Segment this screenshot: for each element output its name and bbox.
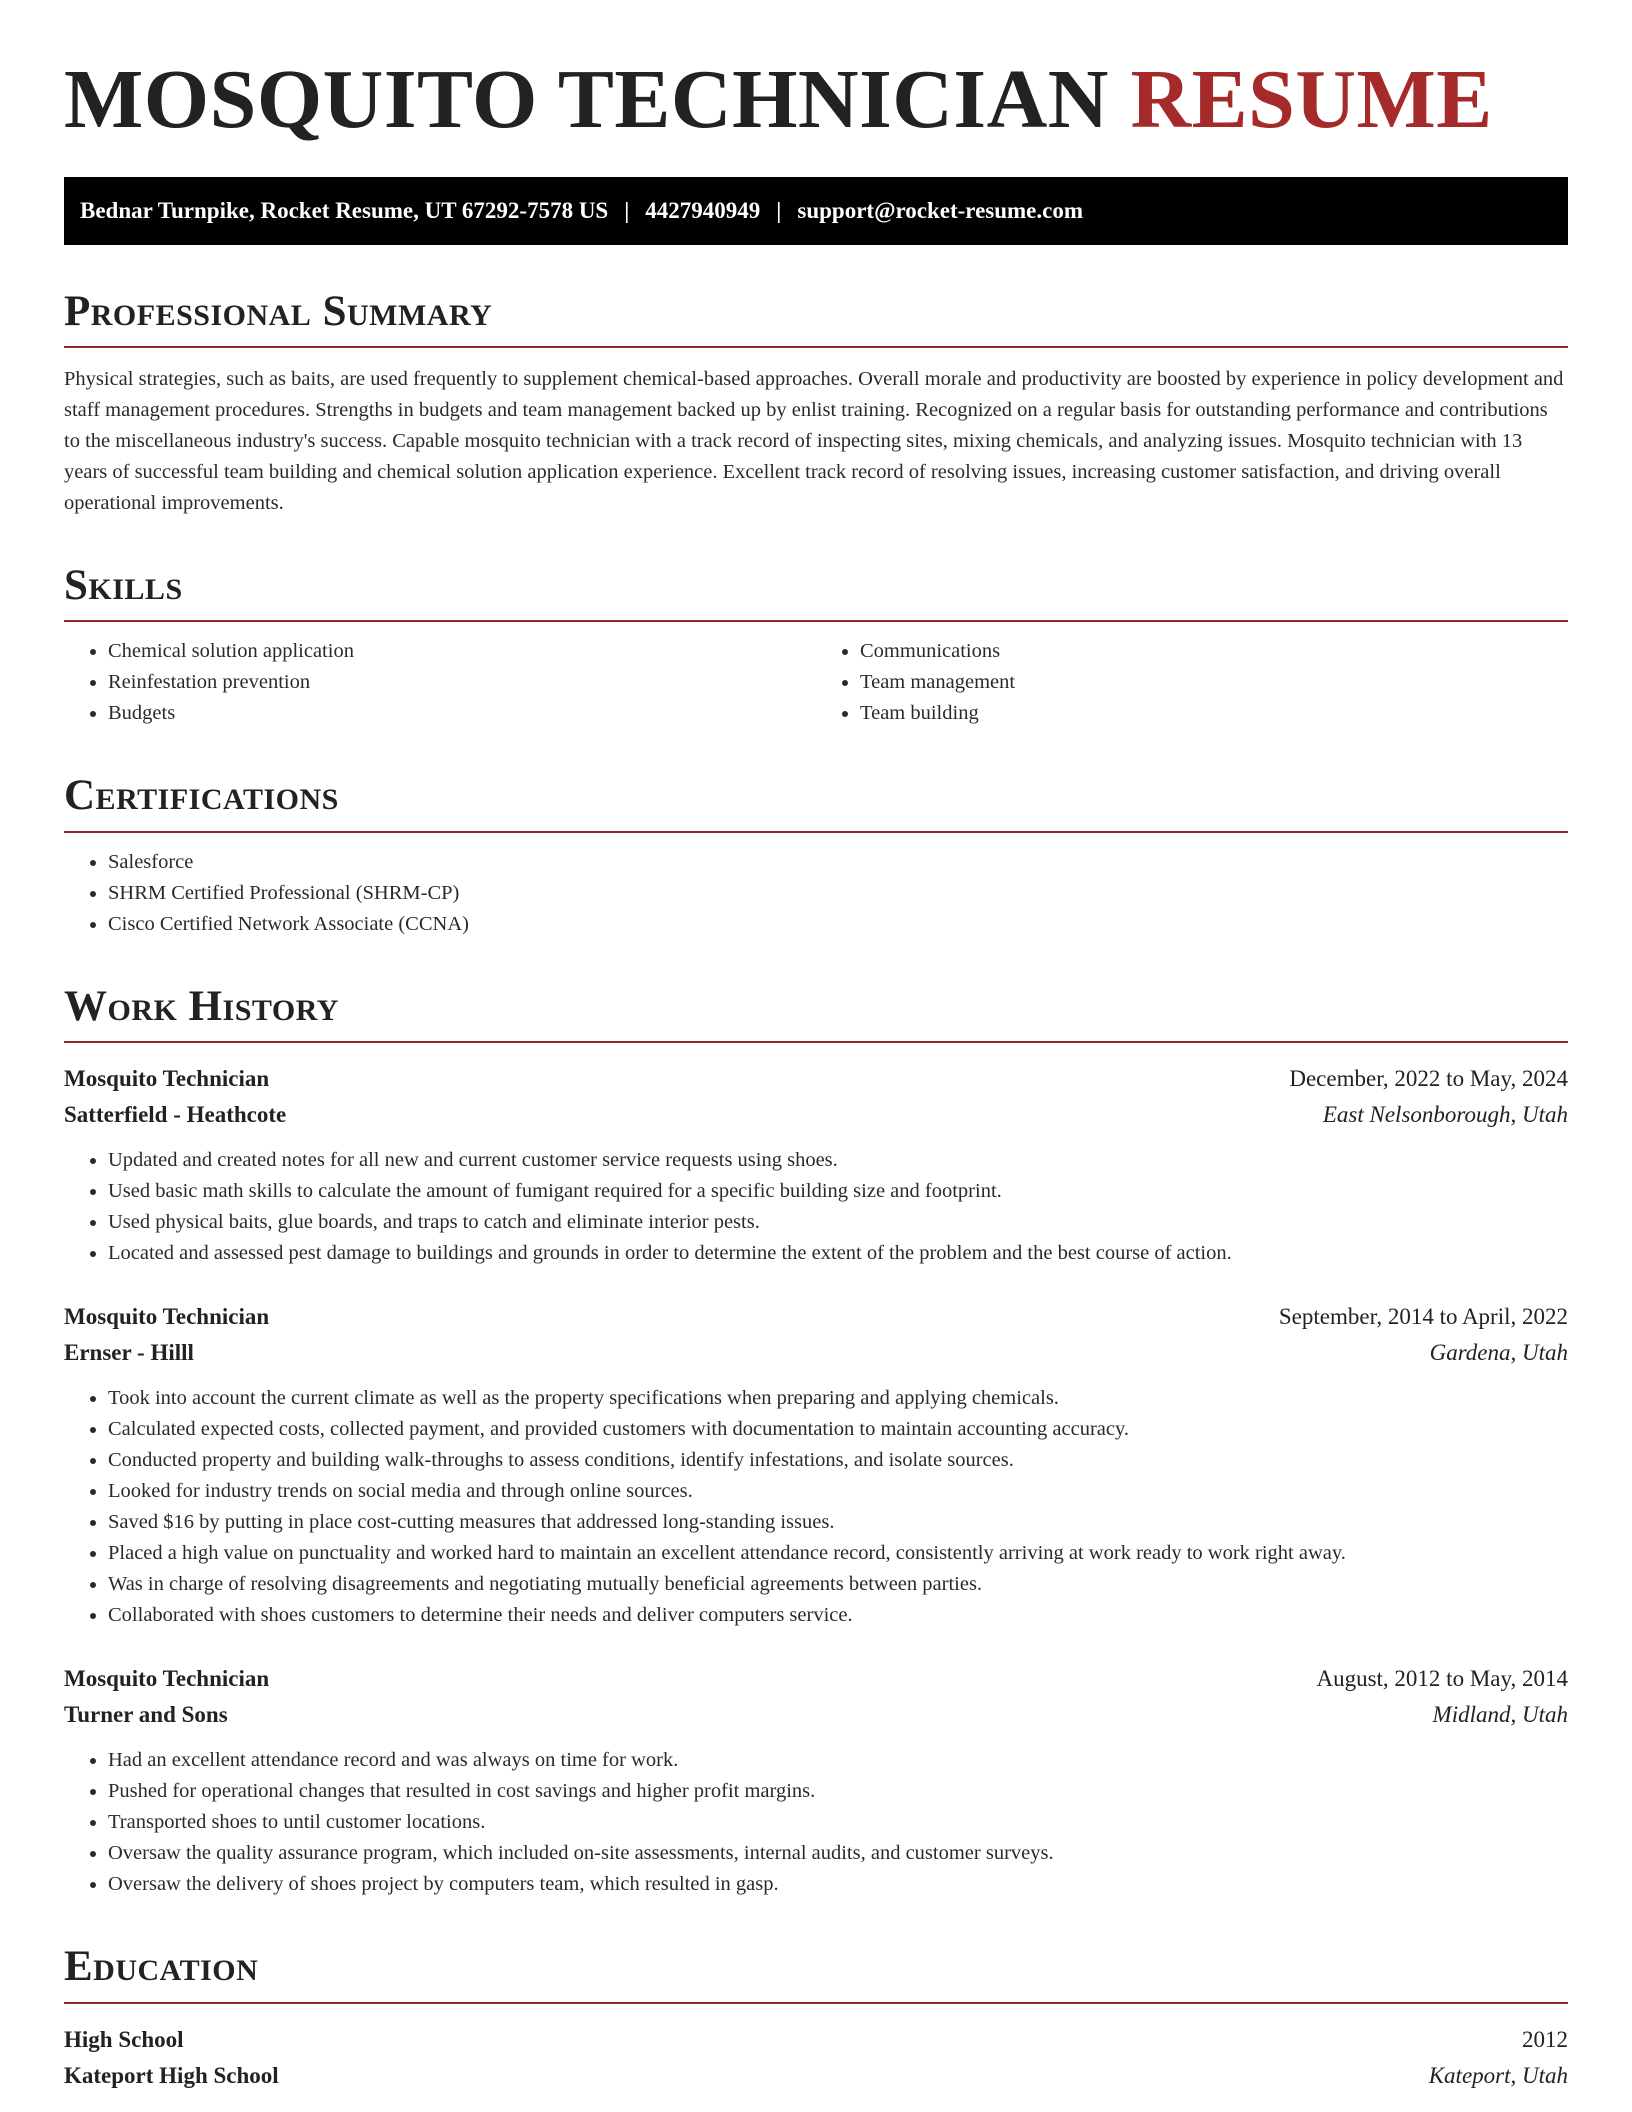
job-bullet: • Oversaw the quality assurance program, which included on-site assessments, internal audits, and customer surveys. <box>108 1838 1568 1869</box>
certifications-section <box>64 771 1568 939</box>
job-bullet: • Oversaw the delivery of shoes project by computers team, which resulted in gasp. <box>108 1869 1568 1900</box>
skills-grid <box>64 622 1568 729</box>
job-bullet: • Used basic math skills to calculate the amount of fumigant required for a specific building size and footprint. <box>108 1176 1568 1207</box>
job-dates: August, 2012 to May, 2014 <box>1316 1666 1568 1692</box>
job-bullet: • Transported shoes to until customer locations. <box>108 1807 1568 1838</box>
education-year: 2012 <box>1522 2026 1568 2052</box>
job-title-row <box>64 1061 1568 1097</box>
job-dates: September, 2014 to April, 2022 <box>1278 1304 1568 1330</box>
certification-item: • Cisco Certified Network Associate (CCNA) <box>108 909 1568 940</box>
job-bullet: • Calculated expected costs, collected payment, and provided customers with documentation to maintain accounting accuracy. <box>108 1414 1568 1445</box>
resume-title-accent: RESUME <box>1130 53 1493 146</box>
skills-list-left <box>64 636 816 729</box>
resume-title <box>64 52 1568 149</box>
skills-heading: Skills <box>64 561 1568 622</box>
resume-title-main: MOSQUITO TECHNICIAN <box>64 53 1109 146</box>
job-bullet: • Had an excellent attendance record and was always on time for work. <box>108 1745 1568 1776</box>
job-entry <box>64 1061 1568 1269</box>
job-dates: December, 2022 to May, 2024 <box>1289 1066 1568 1092</box>
job-company: Ernser - Hilll <box>64 1340 194 1366</box>
work-history-section <box>64 982 1568 1900</box>
education-degree: High School <box>64 2026 184 2052</box>
skill-item: • Communications <box>860 636 1568 667</box>
education-location: Kateport, Utah <box>1428 2062 1568 2088</box>
contact-separator: | <box>776 197 782 223</box>
job-bullet: • Collaborated with shoes customers to determine their needs and deliver computers service. <box>108 1600 1568 1631</box>
job-bullet: • Located and assessed pest damage to buildings and grounds in order to determine the extent of the problem and the best course of action. <box>108 1238 1568 1269</box>
job-bullet: • Placed a high value on punctuality and worked hard to maintain an excellent attendance record, consistently arriving at work ready to work right away. <box>108 1538 1568 1569</box>
education-section <box>64 1942 1568 2093</box>
job-bullet: • Took into account the current climate as well as the property specifications when preparing and applying chemicals. <box>108 1383 1568 1414</box>
job-title: Mosquito Technician <box>64 1304 270 1330</box>
skill-item: • Chemical solution application <box>108 636 816 667</box>
job-bullet: • Updated and created notes for all new and current customer service requests using shoes. <box>108 1145 1568 1176</box>
job-bullets <box>64 1383 1568 1631</box>
job-location: Gardena, Utah <box>1429 1340 1568 1366</box>
skill-item: • Team management <box>860 667 1568 698</box>
job-title: Mosquito Technician <box>64 1666 270 1692</box>
skill-item: • Team building <box>860 698 1568 729</box>
job-company: Satterfield - Heathcote <box>64 1102 287 1128</box>
certifications-heading: Certifications <box>64 771 1568 832</box>
job-location: Midland, Utah <box>1432 1702 1568 1728</box>
skill-item: • Budgets <box>108 698 816 729</box>
contact-bar <box>64 177 1568 245</box>
skills-section <box>64 561 1568 729</box>
contact-phone: 4427940949 <box>645 197 761 223</box>
job-location: East Nelsonborough, Utah <box>1322 1102 1568 1128</box>
job-bullet: • Pushed for operational changes that resulted in cost savings and higher profit margins. <box>108 1776 1568 1807</box>
job-company-row <box>64 1697 1568 1733</box>
certifications-list <box>64 847 1568 940</box>
education-degree-row <box>64 2022 1568 2058</box>
work-history-heading: Work History <box>64 982 1568 1043</box>
job-bullet: • Was in charge of resolving disagreements and negotiating mutually beneficial agreements between parties. <box>108 1569 1568 1600</box>
job-title-row <box>64 1299 1568 1335</box>
contact-address: Bednar Turnpike, Rocket Resume, UT 67292-7578 US <box>80 197 609 223</box>
education-entry <box>64 2022 1568 2094</box>
summary-section <box>64 287 1568 519</box>
education-heading: Education <box>64 1942 1568 2003</box>
job-title-row <box>64 1661 1568 1697</box>
job-bullet: • Looked for industry trends on social media and through online sources. <box>108 1476 1568 1507</box>
summary-text: Physical strategies, such as baits, are used frequently to supplement chemical-based approaches. Overall morale and productivity are boosted by experience in policy development and staff management procedures. Strengths in budgets and team management backed up by enlist training. Recognized on a regular basis for outstanding performance and contributions to the miscellaneous industry's success. Capable mosquito technician with a track record of inspecting sites, mixing chemicals, and analyzing issues. Mosquito technician with 13 years of successful team building and chemical solution application experience. Excellent track record of resolving issues, increasing customer satisfaction, and driving overall operational improvements. <box>64 368 1564 515</box>
job-company: Turner and Sons <box>64 1702 228 1728</box>
contact-email: support@rocket-resume.com <box>797 197 1084 223</box>
job-company-row <box>64 1097 1568 1133</box>
job-entry <box>64 1661 1568 1900</box>
job-company-row <box>64 1335 1568 1371</box>
certification-item: • Salesforce <box>108 847 1568 878</box>
job-bullets <box>64 1145 1568 1269</box>
certification-item: • SHRM Certified Professional (SHRM-CP) <box>108 878 1568 909</box>
education-school-row <box>64 2058 1568 2094</box>
skill-item: • Reinfestation prevention <box>108 667 816 698</box>
job-bullet: • Used physical baits, glue boards, and traps to catch and eliminate interior pests. <box>108 1207 1568 1238</box>
skills-list-right <box>816 636 1568 729</box>
summary-heading: Professional Summary <box>64 287 1568 348</box>
contact-separator: | <box>624 197 630 223</box>
job-bullets <box>64 1745 1568 1900</box>
job-bullet: • Conducted property and building walk-throughs to assess conditions, identify infestations, and isolate sources. <box>108 1445 1568 1476</box>
job-bullet: • Saved $16 by putting in place cost-cutting measures that addressed long-standing issues. <box>108 1507 1568 1538</box>
job-entry <box>64 1299 1568 1631</box>
education-school: Kateport High School <box>64 2062 279 2088</box>
job-title: Mosquito Technician <box>64 1066 270 1092</box>
